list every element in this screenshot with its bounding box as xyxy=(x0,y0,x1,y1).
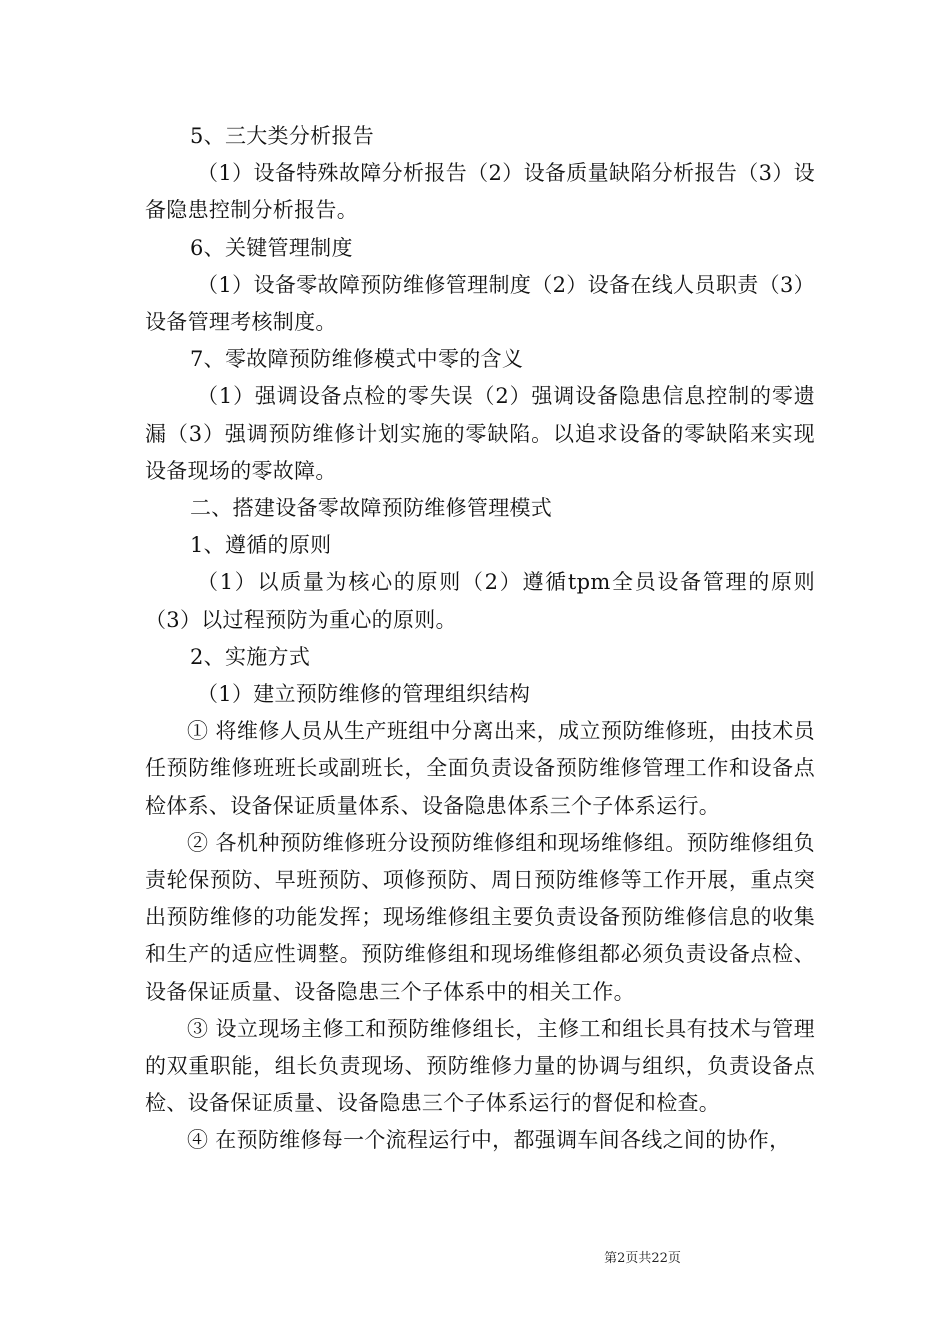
paragraph-heading: 5、三大类分析报告 xyxy=(190,124,375,148)
page-number-text: 第2页共22页 xyxy=(604,1251,681,1266)
paragraph-heading: 6、关键管理制度 xyxy=(190,235,353,260)
paragraph-body: （1）强调设备点检的零失误（2）强调设备隐患信息控制的零遗漏（3）强调预防维修计划实施的零缺陷。以追求设备的零缺陷来实现设备现场的零故障。 xyxy=(145,384,815,483)
paragraph-body: （1）设备零故障预防维修管理制度（2）设备在线人员职责（3）设备管理考核制度。 xyxy=(145,272,815,335)
paragraph-item-3: ③ 设立现场主修工和预防维修组长，主修工和组长具有技术与管理的双重职能，组长负责现场、预防维修力量的协调与组织，负责设备点检、设备保证质量、设备隐患三个子体系运行的督促和检查。 xyxy=(145,1016,815,1116)
paragraph-subheading: （1）建立预防维修的管理组织结构 xyxy=(197,682,531,707)
paragraph-body: （1）设备特殊故障分析报告（2）设备质量缺陷分析报告（3）设备隐患控制分析报告。 xyxy=(145,161,815,223)
paragraph-item-4: ④ 在预防维修每一个流程运行中，都强调车间各线之间的协作， xyxy=(187,1128,791,1153)
paragraph-item-2: ② 各机种预防维修班分设预防维修组和现场维修组。预防维修组负责轮保预防、早班预防、项修预防、周日预防维修等工作开展，重点突出预防维修的功能发挥；现场维修组主要负责设备预防维修信息的收集和生产的适应性调整。预防维修组和现场维修组都必须负责设备点检、设备保证质量、设备隐患三个子体系中的相关工作。 xyxy=(145,830,815,1004)
section-heading: 二、搭建设备零故障预防维修管理模式 xyxy=(190,496,553,521)
page-footer xyxy=(0,1247,950,1266)
paragraph-body: （1）以质量为核心的原则（2）遵循tpm全员设备管理的原则（3）以过程预防为重心的原则。 xyxy=(145,570,815,632)
paragraph-heading: 2、实施方式 xyxy=(190,644,311,669)
paragraph-item-1: ① 将维修人员从生产班组中分离出来，成立预防维修班，由技术员任预防维修班班长或副班长，全面负责设备预防维修管理工作和设备点检体系、设备保证质量体系、设备隐患体系三个子体系运行。 xyxy=(145,719,815,818)
document-body xyxy=(145,118,815,1160)
paragraph-heading: 7、零故障预防维修模式中零的含义 xyxy=(190,347,524,372)
paragraph-heading: 1、遵循的原则 xyxy=(190,533,332,558)
